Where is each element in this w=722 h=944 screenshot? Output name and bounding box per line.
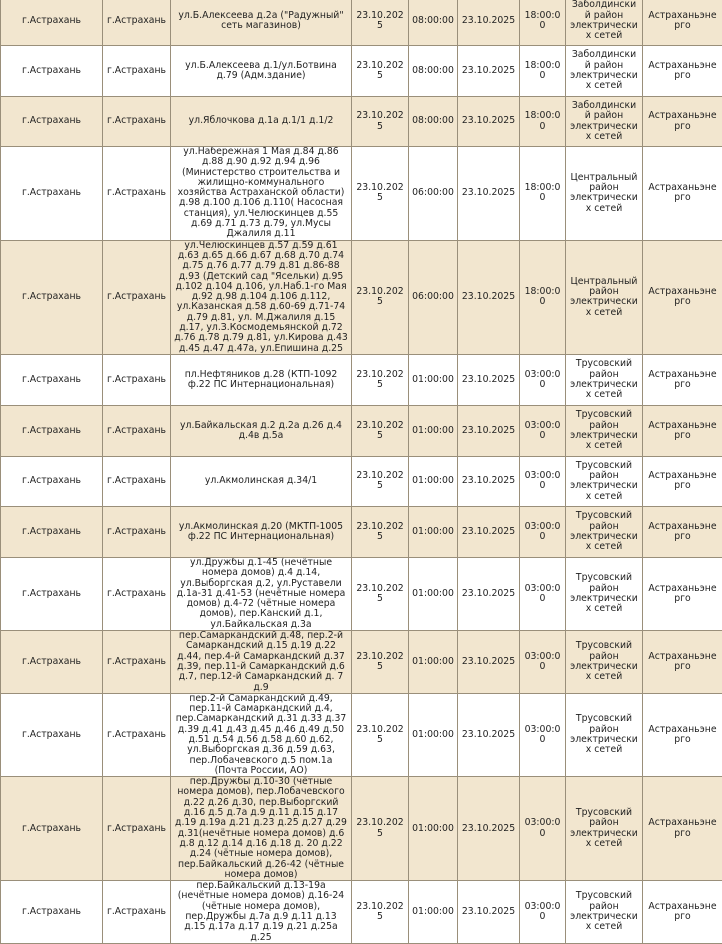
end-date-cell: 23.10.2025	[458, 506, 520, 557]
settlement-cell: г.Астрахань	[103, 354, 171, 405]
table-row	[1, 0, 722, 46]
end-time-cell: 18:00:00	[520, 240, 566, 354]
settlement-cell: г.Астрахань	[103, 506, 171, 557]
district-cell: Трусовский район электрических сетей	[566, 405, 643, 456]
start-time-cell: 01:00:00	[409, 456, 458, 506]
district-cell: Трусовский район электрических сетей	[566, 456, 643, 506]
table-row	[1, 506, 722, 557]
district-cell: Трусовский район электрических сетей	[566, 506, 643, 557]
district-cell: Заболдинский район электрических сетей	[566, 46, 643, 97]
settlement-cell: г.Астрахань	[103, 456, 171, 506]
table-row	[1, 693, 722, 776]
district-cell: Трусовский район электрических сетей	[566, 881, 643, 944]
table-row	[1, 777, 722, 881]
city-cell: г.Астрахань	[1, 147, 103, 241]
end-time-cell: 03:00:00	[520, 777, 566, 881]
district-cell: Трусовский район электрических сетей	[566, 557, 643, 630]
end-date-cell: 23.10.2025	[458, 881, 520, 944]
organization-cell: Астраханьэнерго	[643, 405, 722, 456]
start-time-cell: 06:00:00	[409, 147, 458, 241]
city-cell: г.Астрахань	[1, 456, 103, 506]
start-date-cell: 23.10.2025	[352, 0, 409, 46]
settlement-cell: г.Астрахань	[103, 46, 171, 97]
start-date-cell: 23.10.2025	[352, 693, 409, 776]
address-cell: ул.Б.Алексеева д.1/ул.Ботвина д.79 (Адм.здание)	[171, 46, 352, 97]
city-cell: г.Астрахань	[1, 97, 103, 147]
end-time-cell: 03:00:00	[520, 354, 566, 405]
start-time-cell: 01:00:00	[409, 506, 458, 557]
district-cell: Центральный район электрических сетей	[566, 147, 643, 241]
settlement-cell: г.Астрахань	[103, 0, 171, 46]
organization-cell: Астраханьэнерго	[643, 506, 722, 557]
city-cell: г.Астрахань	[1, 46, 103, 97]
district-cell: Трусовский район электрических сетей	[566, 631, 643, 694]
settlement-cell: г.Астрахань	[103, 631, 171, 694]
address-cell: пер.Дружбы д.10-30 (чётные номера домов), пер.Лобачевского д.22 д.26 д.30, пер.Выборгский д.16 д.5 д.7а д.9 д.11 д.15 д.17 д.19 д.19а д.21 д.23 д.25 д.27 д.29 д.31(нечётные номера домов) д.6 д.8 д.12 д.14 д.16 д.18 д. 20 д.22 д.24 (чётные номера домов), пер.Байкальский д.26-42 (чётные номера домов)	[171, 777, 352, 881]
end-date-cell: 23.10.2025	[458, 631, 520, 694]
organization-cell: Астраханьэнерго	[643, 456, 722, 506]
address-cell: ул.Акмолинская д.20 (МКТП-1005 ф.22 ПС Интернациональная)	[171, 506, 352, 557]
start-time-cell: 01:00:00	[409, 405, 458, 456]
city-cell: г.Астрахань	[1, 240, 103, 354]
end-date-cell: 23.10.2025	[458, 0, 520, 46]
city-cell: г.Астрахань	[1, 881, 103, 944]
end-time-cell: 03:00:00	[520, 405, 566, 456]
table-row	[1, 405, 722, 456]
end-date-cell: 23.10.2025	[458, 147, 520, 241]
table-row	[1, 354, 722, 405]
end-date-cell: 23.10.2025	[458, 97, 520, 147]
address-cell: ул.Яблочкова д.1а д.1/1 д.1/2	[171, 97, 352, 147]
address-cell: ул.Дружбы д.1-45 (нечётные номера домов) д.4 д.14, ул.Выборгская д.2, ул.Руставели д.1а-31 д.41-53 (нечётные номера домов) д.4-72 (чётные номера домов), пер.Канский д.1, ул.Байкальская д.3а	[171, 557, 352, 630]
settlement-cell: г.Астрахань	[103, 881, 171, 944]
settlement-cell: г.Астрахань	[103, 777, 171, 881]
settlement-cell: г.Астрахань	[103, 97, 171, 147]
settlement-cell: г.Астрахань	[103, 240, 171, 354]
end-date-cell: 23.10.2025	[458, 456, 520, 506]
organization-cell: Астраханьэнерго	[643, 240, 722, 354]
table-row	[1, 97, 722, 147]
organization-cell: Астраханьэнерго	[643, 0, 722, 46]
start-time-cell: 01:00:00	[409, 631, 458, 694]
end-date-cell: 23.10.2025	[458, 557, 520, 630]
settlement-cell: г.Астрахань	[103, 147, 171, 241]
start-date-cell: 23.10.2025	[352, 506, 409, 557]
end-time-cell: 03:00:00	[520, 557, 566, 630]
table-row	[1, 147, 722, 241]
address-cell: ул.Набережная 1 Мая д.84 д.86 д.88 д.90 д.92 д.94 д.96 (Министерство строительства и жилищно-коммунального хозяйства Астраханской области) д.98 д.100 д.106 д.110( Насосная станция), ул.Челюскинцев д.55 д.69 д.71 д.73 д.79, ул.Мусы Джалиля д.11	[171, 147, 352, 241]
organization-cell: Астраханьэнерго	[643, 354, 722, 405]
start-time-cell: 01:00:00	[409, 557, 458, 630]
start-time-cell: 08:00:00	[409, 0, 458, 46]
end-time-cell: 03:00:00	[520, 693, 566, 776]
start-date-cell: 23.10.2025	[352, 777, 409, 881]
organization-cell: Астраханьэнерго	[643, 147, 722, 241]
end-date-cell: 23.10.2025	[458, 240, 520, 354]
end-time-cell: 18:00:00	[520, 147, 566, 241]
city-cell: г.Астрахань	[1, 405, 103, 456]
end-time-cell: 03:00:00	[520, 456, 566, 506]
address-cell: ул.Челюскинцев д.57 д.59 д.61 д.63 д.65 д.66 д.67 д.68 д.70 д.74 д.75 д.76 д.77 д.79 д.81 д.86-88 д.93 (Детский сад "Ясельки) д.95 д.102 д.104 д.106, ул.Наб.1-го Мая д.92 д.98 д.104 д.106 д.112, ул.Казанская д.58 д.60-69 д.71-74 д.79 д.81, ул. М.Джалиля д.15 д.17, ул.З.Космодемьянской д.72 д.76 д.78 д.79 д.81, ул.Кирова д.43 д.45 д.47 д.47а, ул.Епишина д.25	[171, 240, 352, 354]
start-time-cell: 08:00:00	[409, 46, 458, 97]
city-cell: г.Астрахань	[1, 777, 103, 881]
start-date-cell: 23.10.2025	[352, 456, 409, 506]
start-date-cell: 23.10.2025	[352, 631, 409, 694]
end-date-cell: 23.10.2025	[458, 777, 520, 881]
start-date-cell: 23.10.2025	[352, 147, 409, 241]
address-cell: ул.Акмолинская д.34/1	[171, 456, 352, 506]
end-time-cell: 03:00:00	[520, 506, 566, 557]
table-row	[1, 456, 722, 506]
end-date-cell: 23.10.2025	[458, 46, 520, 97]
address-cell: ул.Байкальская д.2 д.2а д.26 д.4 д.4в д.5а	[171, 405, 352, 456]
organization-cell: Астраханьэнерго	[643, 631, 722, 694]
start-date-cell: 23.10.2025	[352, 354, 409, 405]
end-date-cell: 23.10.2025	[458, 405, 520, 456]
settlement-cell: г.Астрахань	[103, 557, 171, 630]
organization-cell: Астраханьэнерго	[643, 693, 722, 776]
start-time-cell: 01:00:00	[409, 354, 458, 405]
start-date-cell: 23.10.2025	[352, 557, 409, 630]
start-time-cell: 08:00:00	[409, 97, 458, 147]
district-cell: Заболдинский район электрических сетей	[566, 0, 643, 46]
table-row	[1, 631, 722, 694]
start-date-cell: 23.10.2025	[352, 881, 409, 944]
end-time-cell: 03:00:00	[520, 631, 566, 694]
district-cell: Трусовский район электрических сетей	[566, 693, 643, 776]
table-row	[1, 881, 722, 944]
district-cell: Трусовский район электрических сетей	[566, 354, 643, 405]
start-time-cell: 01:00:00	[409, 881, 458, 944]
district-cell: Центральный район электрических сетей	[566, 240, 643, 354]
settlement-cell: г.Астрахань	[103, 405, 171, 456]
address-cell: пл.Нефтяников д.28 (КТП-1092 ф.22 ПС Интернациональная)	[171, 354, 352, 405]
table-row	[1, 46, 722, 97]
end-time-cell: 18:00:00	[520, 0, 566, 46]
end-date-cell: 23.10.2025	[458, 354, 520, 405]
end-time-cell: 03:00:00	[520, 881, 566, 944]
end-time-cell: 18:00:00	[520, 97, 566, 147]
start-time-cell: 01:00:00	[409, 693, 458, 776]
organization-cell: Астраханьэнерго	[643, 777, 722, 881]
address-cell: ул.Б.Алексеева д.2а ("Радужный" сеть магазинов)	[171, 0, 352, 46]
start-time-cell: 06:00:00	[409, 240, 458, 354]
start-date-cell: 23.10.2025	[352, 405, 409, 456]
city-cell: г.Астрахань	[1, 631, 103, 694]
city-cell: г.Астрахань	[1, 0, 103, 46]
district-cell: Трусовский район электрических сетей	[566, 777, 643, 881]
address-cell: пер.Байкальский д.13-19а (нечётные номера домов) д.16-24 (чётные номера домов), пер.Дружбы д.7а д.9 д.11 д.13 д.15 д.17а д.17 д.19 д.21 д.25а д.25	[171, 881, 352, 944]
organization-cell: Астраханьэнерго	[643, 97, 722, 147]
city-cell: г.Астрахань	[1, 354, 103, 405]
start-time-cell: 01:00:00	[409, 777, 458, 881]
district-cell: Заболдинский район электрических сетей	[566, 97, 643, 147]
end-date-cell: 23.10.2025	[458, 693, 520, 776]
start-date-cell: 23.10.2025	[352, 46, 409, 97]
organization-cell: Астраханьэнерго	[643, 557, 722, 630]
table-body	[1, 0, 722, 943]
settlement-cell: г.Астрахань	[103, 693, 171, 776]
organization-cell: Астраханьэнерго	[643, 46, 722, 97]
city-cell: г.Астрахань	[1, 557, 103, 630]
address-cell: пер.2-й Самаркандский д.49, пер.11-й Самаркандский д.4, пер.Самаркандский д.31 д.33 д.37 д.39 д.41 д.43 д.45 д.46 д.49 д.50 д.51 д.54 д.56 д.58 д.60 д.62, ул.Выборгская д.36 д.59 д.63, пер.Лобачевского д.5 пом.1а (Почта России, АО)	[171, 693, 352, 776]
start-date-cell: 23.10.2025	[352, 240, 409, 354]
table-row	[1, 240, 722, 354]
organization-cell: Астраханьэнерго	[643, 881, 722, 944]
city-cell: г.Астрахань	[1, 693, 103, 776]
city-cell: г.Астрахань	[1, 506, 103, 557]
end-time-cell: 18:00:00	[520, 46, 566, 97]
table-row	[1, 557, 722, 630]
address-cell: пер.Самаркандский д.48, пер.2-й Самаркандский д.15 д.19 д.22 д.44, пер.4-й Самаркандский д.37 д.39, пер.11-й Самаркандский д.6 д.7, пер.12-й Самаркандский д. 7 д.9	[171, 631, 352, 694]
start-date-cell: 23.10.2025	[352, 97, 409, 147]
